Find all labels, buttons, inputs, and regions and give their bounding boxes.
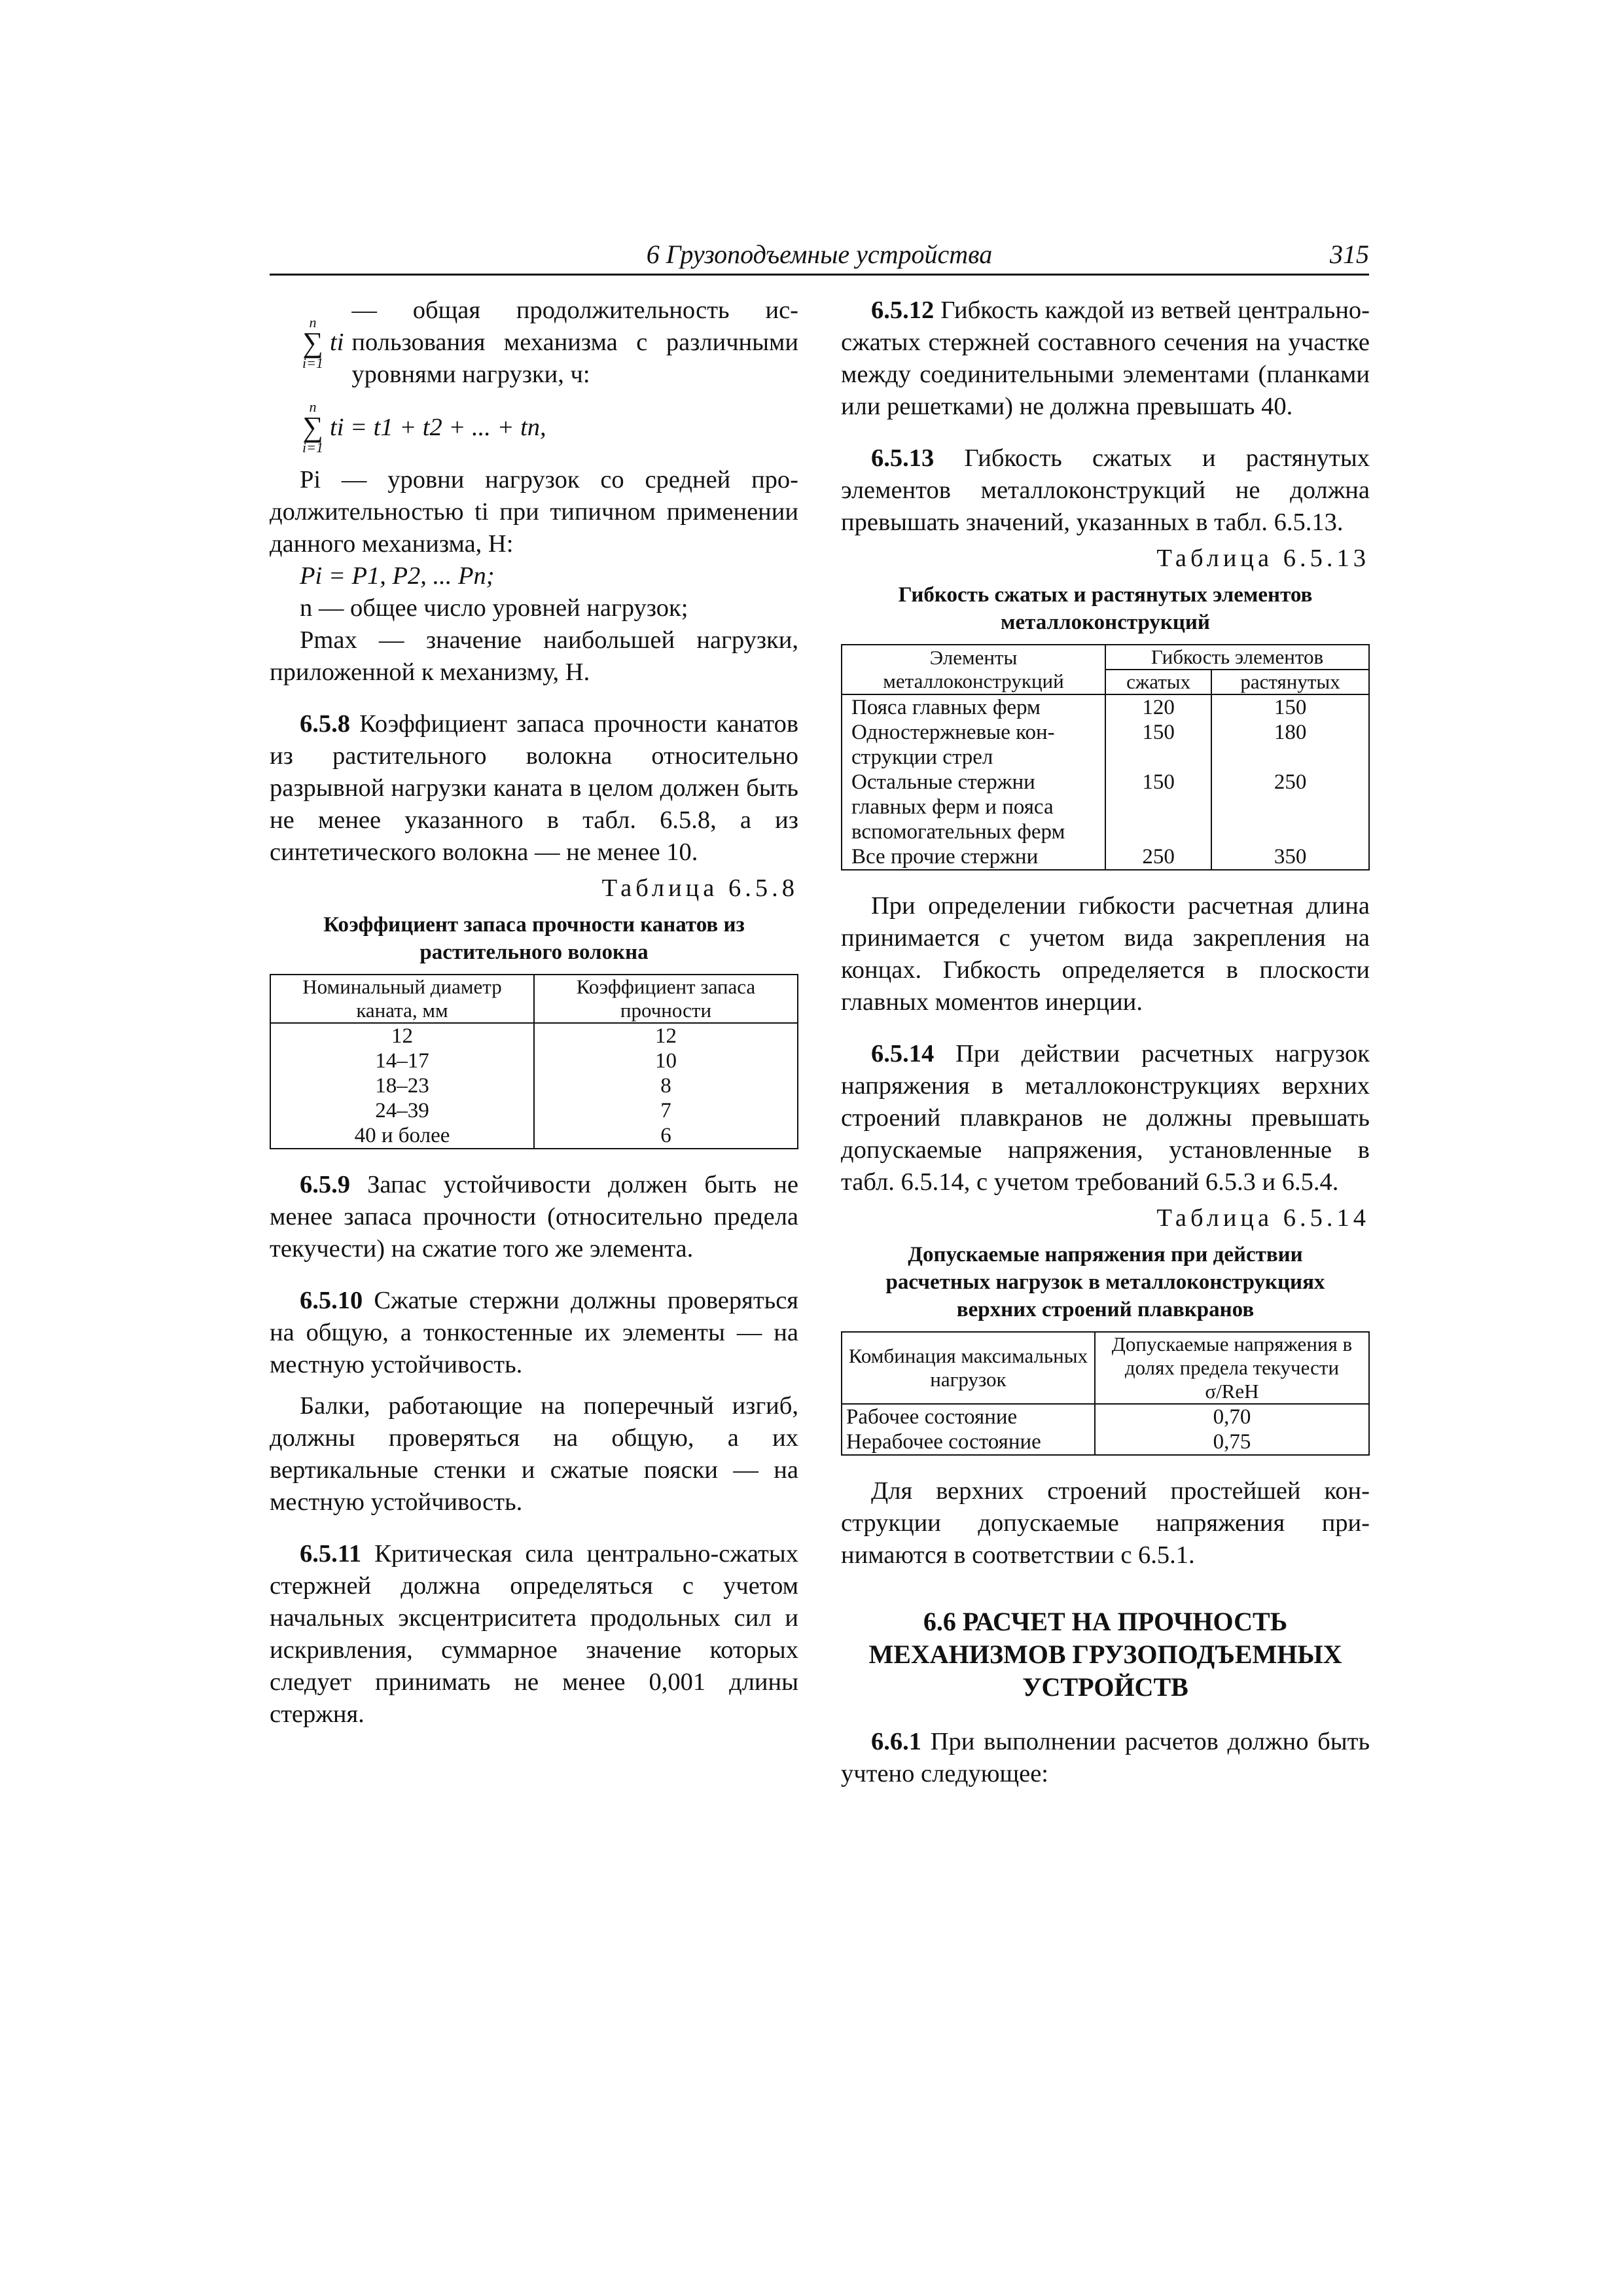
sum-definition-text: — общая продолжительность использования механизма с различными уровнями нагрузки, ч:	[351, 296, 798, 388]
right-column	[841, 295, 1370, 1790]
table-cell: 12	[270, 1023, 534, 1049]
table-cell: 7	[534, 1098, 798, 1123]
table-cell: 150	[1105, 770, 1211, 844]
table-cell: Одностержневые конструкции стрел	[842, 720, 1105, 770]
left-column	[270, 295, 798, 1731]
pi-formula: Pi = P1, P2, ... Pn;	[300, 562, 495, 590]
slenderness-paragraph: При определении гибкости расчетная длина принимается с учетом вида закрепления на концах. Гибкость определяется в плоскости главных моментов инерции.	[841, 892, 1370, 1016]
table-cell: 0,70	[1095, 1404, 1369, 1429]
clause-number: 6.5.14	[871, 1040, 935, 1067]
simple-structures-paragraph: Для верхних строений простейшей конструкции допускаемые напряжения принимаются в соответствии с 6.5.1.	[841, 1477, 1370, 1569]
table-cell: 10	[534, 1049, 798, 1073]
clause-6-5-10	[270, 1285, 798, 1381]
clause-text: Критическая сила центрально-сжатых стержней должна определяться с учетом начальных эксцентриситета продольных сил и искривления, суммарное значение которых следует принимать не менее 0,001 длины стержня.	[270, 1540, 798, 1728]
pmax-definition: Pmax — значение наибольшей нагрузки, приложенной к механизму, Н.	[270, 626, 798, 686]
allowable-stress-table	[841, 1331, 1370, 1456]
table-row	[270, 1098, 798, 1123]
table-row	[842, 1404, 1369, 1429]
clause-6-6-1	[841, 1726, 1370, 1790]
sum-upper-limit: n	[309, 314, 317, 331]
slenderness-table	[841, 644, 1370, 870]
clause-6-5-12	[841, 295, 1370, 423]
clause-text: При действии расчетных нагрузок напряжения в металлоконструкциях верхних строений плавкранов не должны превышать допускаемые напряжения, установленные в табл. 6.5.14, с учетом требований 6.5.3 и 6.5.4.	[841, 1040, 1370, 1196]
clause-number: 6.6.1	[871, 1728, 921, 1755]
table-row	[270, 1023, 798, 1049]
table-cell: 150	[1211, 694, 1369, 720]
table-header-cell: Номинальный диаметр каната, мм	[270, 975, 534, 1023]
table-label: Таблица 6.5.14	[1156, 1204, 1370, 1232]
table-header-cell: Элементы металлоконструкций	[842, 645, 1105, 694]
table-header-cell: Гибкость элементов	[1105, 645, 1369, 670]
table-row	[842, 844, 1369, 870]
table-title: Коэффициент запаса прочности канатов из растительного волокна	[323, 913, 745, 964]
clause-number: 6.5.13	[871, 444, 935, 472]
table-cell: Все прочие стержни	[842, 844, 1105, 870]
table-cell: 14–17	[270, 1049, 534, 1073]
table-title: Допускаемые напряжения при действии расчетных нагрузок в металлоконструкциях верхних строений плавкранов	[885, 1243, 1325, 1321]
table-header-cell: растянутых	[1211, 670, 1369, 694]
clause-text: При выполнении расчетов должно быть учтено следующее:	[841, 1728, 1370, 1787]
clause-6-5-8	[270, 708, 798, 869]
sum-definition-1	[270, 295, 798, 391]
sigma-symbol: n ∑ i=1	[302, 314, 323, 371]
table-row	[270, 1073, 798, 1098]
table-row	[842, 694, 1369, 720]
table-row	[270, 1049, 798, 1073]
table-cell: 350	[1211, 844, 1369, 870]
pi-definition: Pi — уровни нагрузок со средней продолжительностью ti при типичном применении данного механизма, Н:	[270, 466, 798, 558]
clause-6-5-9	[270, 1169, 798, 1265]
table-cell: 18–23	[270, 1073, 534, 1098]
beams-paragraph: Балки, работающие на поперечный изгиб, должны проверяться на общую, а их вертикальные стенки и сжатые пояски — на местную устойчивость.	[270, 1392, 798, 1516]
table-row	[842, 770, 1369, 844]
clause-6-5-11	[270, 1538, 798, 1731]
table-cell: 12	[534, 1023, 798, 1049]
table-cell: 120	[1105, 694, 1211, 720]
clause-number: 6.5.8	[300, 710, 350, 738]
table-label: Таблица 6.5.8	[601, 874, 798, 902]
clause-number: 6.5.11	[300, 1540, 362, 1568]
sum-formula-row	[270, 400, 798, 455]
table-header-cell: Коэффициент запаса прочности	[534, 975, 798, 1023]
table-cell: 180	[1211, 720, 1369, 770]
table-cell: Остальные стержни главных ферм и пояса вспомогательных ферм	[842, 770, 1105, 844]
clause-text: Запас устойчивости должен быть не менее запаса прочности (относительно предела текучести) на сжатие того же элемента.	[270, 1171, 798, 1263]
table-cell: 150	[1105, 720, 1211, 770]
clause-6-5-13	[841, 442, 1370, 539]
clause-text: Гибкость сжатых и растянутых элементов металлоконструкций не должна превышать значений, указанных в табл. 6.5.13.	[841, 444, 1370, 536]
table-cell: 0,75	[1095, 1429, 1369, 1455]
n-definition: n — общее число уровней нагрузок;	[300, 594, 688, 622]
clause-text: Гибкость каждой из ветвей центрально-сжатых стержней составного сечения на участке между соединительными элементами (планками или решетками) не должна превышать 40.	[841, 296, 1370, 420]
table-cell: Нерабочее состояние	[842, 1429, 1095, 1455]
running-title: 6 Грузоподъемные устройства	[646, 240, 993, 269]
table-cell: 24–39	[270, 1098, 534, 1123]
table-cell: 6	[534, 1123, 798, 1149]
table-cell: 250	[1105, 844, 1211, 870]
table-row	[842, 720, 1369, 770]
table-row	[270, 1123, 798, 1149]
clause-text: Сжатые стержни должны проверяться на общую, а тонкостенные их элементы — на местную устойчивость.	[270, 1287, 798, 1378]
table-cell: Рабочее состояние	[842, 1404, 1095, 1429]
clause-number: 6.5.12	[871, 296, 935, 324]
table-cell: 8	[534, 1073, 798, 1098]
clause-6-5-14	[841, 1038, 1370, 1198]
clause-number: 6.5.9	[300, 1171, 350, 1198]
table-header-cell: сжатых	[1105, 670, 1211, 694]
table-label: Таблица 6.5.13	[1156, 545, 1370, 572]
sum-formula: ti = t1 + t2 + ... + tn,	[330, 413, 546, 441]
sum-lower-limit-2: i=1	[302, 439, 323, 456]
table-header-cell: Допускаемые напряжения в долях предела текучести σ/ReH	[1095, 1332, 1369, 1404]
sigma-symbol-2: n ∑ i=1	[302, 399, 323, 456]
sum-variable: ti	[330, 329, 344, 356]
table-cell: Пояса главных ферм	[842, 694, 1105, 720]
running-header	[270, 237, 1369, 276]
page-number: 315	[1330, 240, 1369, 269]
table-cell: 40 и более	[270, 1123, 534, 1149]
clause-text: Коэффициент запаса прочности канатов из растительного волокна относительно разрывной нагрузки каната в целом должен быть не менее указанного в табл. 6.5.8, а из синтетического волокна — не менее 10.	[270, 710, 798, 866]
section-heading: 6.6 РАСЧЕТ НА ПРОЧНОСТЬ МЕХАНИЗМОВ ГРУЗОПОДЪЕМНЫХ УСТРОЙСТВ	[868, 1607, 1342, 1702]
sum-lower-limit: i=1	[302, 354, 323, 371]
clause-number: 6.5.10	[300, 1287, 363, 1314]
table-title: Гибкость сжатых и растянутых элементов металлоконструкций	[898, 583, 1313, 634]
table-row	[842, 1429, 1369, 1455]
table-cell: 250	[1211, 770, 1369, 844]
table-header-cell: Комбинация максимальных нагрузок	[842, 1332, 1095, 1404]
rope-safety-table	[270, 974, 798, 1149]
sum-upper-limit-2: n	[309, 399, 317, 415]
